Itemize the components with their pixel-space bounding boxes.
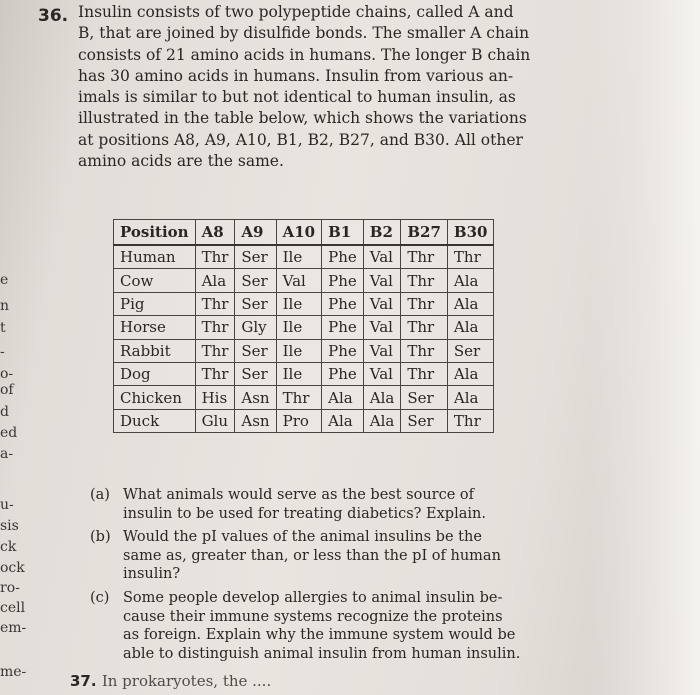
intro-line: illustrated in the table below, which shows the variations — [78, 109, 527, 128]
residue-cell: Ser — [235, 292, 276, 315]
residue-cell: Ala — [195, 269, 235, 292]
residue-cell: Val — [363, 245, 401, 269]
margin-fragment: t — [0, 320, 6, 336]
residue-cell: Ser — [235, 339, 276, 362]
page-lighting — [590, 0, 700, 695]
intro-line: consists of 21 amino acids in humans. The longer B chain — [78, 45, 531, 64]
residue-cell: Ala — [447, 362, 494, 385]
margin-fragment: o- — [0, 366, 14, 382]
residue-cell: Ile — [276, 339, 322, 362]
margin-fragment: d — [0, 404, 9, 420]
header-cell: B2 — [363, 220, 401, 246]
residue-cell: Val — [276, 269, 322, 292]
residue-cell: Ala — [447, 269, 494, 292]
residue-cell: Ser — [235, 269, 276, 292]
row-label-cell: Human — [114, 245, 196, 269]
header-cell: A9 — [235, 220, 276, 246]
table-row — [114, 292, 494, 315]
part-line: able to distinguish animal insulin from human insulin. — [123, 645, 521, 662]
next-question-text: In prokaryotes, the .... — [101, 672, 272, 690]
header-cell: Position — [114, 220, 196, 246]
residue-cell: Ile — [276, 245, 322, 269]
part-c — [90, 589, 540, 667]
residue-cell: Ile — [276, 292, 322, 315]
residue-cell: Val — [363, 316, 401, 339]
margin-fragment: cell — [0, 600, 26, 616]
table-row — [114, 339, 494, 362]
residue-cell: Thr — [447, 245, 494, 269]
residue-cell: Ala — [322, 409, 364, 432]
part-label: (b) — [90, 529, 111, 545]
table-header-row — [114, 220, 494, 246]
part-b — [90, 528, 540, 586]
table-row — [114, 362, 494, 385]
table-body — [114, 245, 494, 433]
part-line: Some people develop allergies to animal insulin be- — [123, 590, 503, 606]
header-cell: A10 — [276, 220, 322, 246]
intro-line: B, that are joined by disulfide bonds. The smaller A chain — [78, 24, 530, 43]
part-text — [123, 528, 533, 584]
part-line: as foreign. Explain why the immune system would be — [123, 627, 516, 643]
residue-cell: Ala — [447, 292, 494, 315]
part-line: same as, greater than, or less than the pI of human — [123, 547, 501, 564]
table-row — [114, 245, 494, 269]
part-line: cause their immune systems recognize the proteins — [123, 608, 503, 625]
table-row — [114, 269, 494, 292]
residue-cell: Thr — [195, 362, 235, 385]
residue-cell: Val — [363, 339, 401, 362]
left-margin-fragments — [0, 0, 34, 695]
margin-fragment: u- — [0, 497, 14, 513]
residue-cell: Ala — [447, 386, 494, 409]
residue-cell: Thr — [195, 245, 235, 269]
margin-fragment: ock — [0, 560, 25, 576]
header-cell: B1 — [322, 220, 364, 246]
part-text — [123, 486, 533, 523]
part-line: insulin? — [123, 566, 181, 582]
row-label-cell: Horse — [114, 316, 196, 339]
part-line: What animals would serve as the best source of — [123, 487, 475, 503]
residue-cell: Val — [363, 269, 401, 292]
residue-cell: Phe — [322, 269, 364, 292]
residue-cell: Ile — [276, 316, 322, 339]
header-cell: B27 — [401, 220, 448, 246]
margin-fragment: of — [0, 382, 14, 398]
residue-cell: Ser — [401, 386, 448, 409]
residue-cell: His — [195, 386, 235, 409]
margin-fragment: e — [0, 272, 9, 288]
residue-cell: Thr — [401, 269, 448, 292]
intro-line: imals is similar to but not identical to human insulin, as — [78, 88, 516, 107]
residue-cell: Ala — [363, 409, 401, 432]
residue-cell: Thr — [401, 362, 448, 385]
residue-cell: Ser — [235, 245, 276, 269]
row-label-cell: Pig — [114, 292, 196, 315]
intro-line: at positions A8, A9, A10, B1, B2, B27, and B30. All other — [78, 130, 523, 149]
row-label-cell: Dog — [114, 362, 196, 385]
row-label-cell: Cow — [114, 269, 196, 292]
intro-line: amino acids are the same. — [78, 152, 284, 171]
intro-line: Insulin consists of two polypeptide chains, called A and — [78, 3, 514, 21]
residue-cell: Thr — [447, 409, 494, 432]
part-text — [123, 589, 533, 663]
residue-cell: Ala — [322, 386, 364, 409]
table-row — [114, 386, 494, 409]
question-intro — [78, 2, 548, 172]
margin-fragment: n — [0, 298, 10, 314]
residue-cell: Val — [363, 292, 401, 315]
residue-cell: Phe — [322, 292, 364, 315]
residue-cell: Thr — [195, 339, 235, 362]
header-cell: B30 — [447, 220, 494, 246]
residue-cell: Ala — [447, 316, 494, 339]
margin-fragment: ck — [0, 539, 17, 555]
residue-cell: Thr — [401, 339, 448, 362]
residue-cell: Phe — [322, 245, 364, 269]
residue-cell: Phe — [322, 339, 364, 362]
margin-fragment: a- — [0, 446, 14, 462]
intro-line: has 30 amino acids in humans. Insulin from various an- — [78, 66, 514, 85]
part-line: insulin to be used for treating diabetics? Explain. — [123, 505, 486, 522]
margin-fragment: - — [0, 344, 5, 360]
table-row — [114, 409, 494, 432]
residue-cell: Ile — [276, 362, 322, 385]
residue-cell: Thr — [401, 316, 448, 339]
residue-cell: Ser — [401, 409, 448, 432]
row-label-cell: Rabbit — [114, 339, 196, 362]
residue-cell: Ser — [235, 362, 276, 385]
part-label: (c) — [90, 590, 110, 606]
residue-cell: Thr — [276, 386, 322, 409]
residue-cell: Phe — [322, 316, 364, 339]
residue-cell: Asn — [235, 409, 276, 432]
table-row — [114, 316, 494, 339]
header-cell: A8 — [195, 220, 235, 246]
residue-cell: Val — [363, 362, 401, 385]
part-line: Would the pI values of the animal insulins be the — [123, 529, 482, 545]
residue-cell: Ala — [363, 386, 401, 409]
margin-fragment: ro- — [0, 580, 20, 596]
residue-cell: Thr — [195, 316, 235, 339]
residue-cell: Gly — [235, 316, 276, 339]
residue-cell: Ser — [447, 339, 494, 362]
row-label-cell: Chicken — [114, 386, 196, 409]
margin-fragment: em- — [0, 620, 27, 636]
insulin-variation-table — [113, 219, 494, 433]
next-question — [70, 672, 271, 690]
question-number: 36. — [38, 6, 69, 26]
next-question-number: 37. — [70, 672, 97, 690]
margin-fragment: sis — [0, 518, 19, 534]
residue-cell: Phe — [322, 362, 364, 385]
residue-cell: Thr — [401, 292, 448, 315]
residue-cell: Glu — [195, 409, 235, 432]
part-a — [90, 486, 540, 526]
residue-cell: Pro — [276, 409, 322, 432]
part-label: (a) — [90, 487, 110, 503]
row-label-cell: Duck — [114, 409, 196, 432]
residue-cell: Thr — [195, 292, 235, 315]
margin-fragment: me- — [0, 664, 27, 680]
residue-cell: Thr — [401, 245, 448, 269]
residue-cell: Asn — [235, 386, 276, 409]
margin-fragment: ed — [0, 425, 18, 441]
